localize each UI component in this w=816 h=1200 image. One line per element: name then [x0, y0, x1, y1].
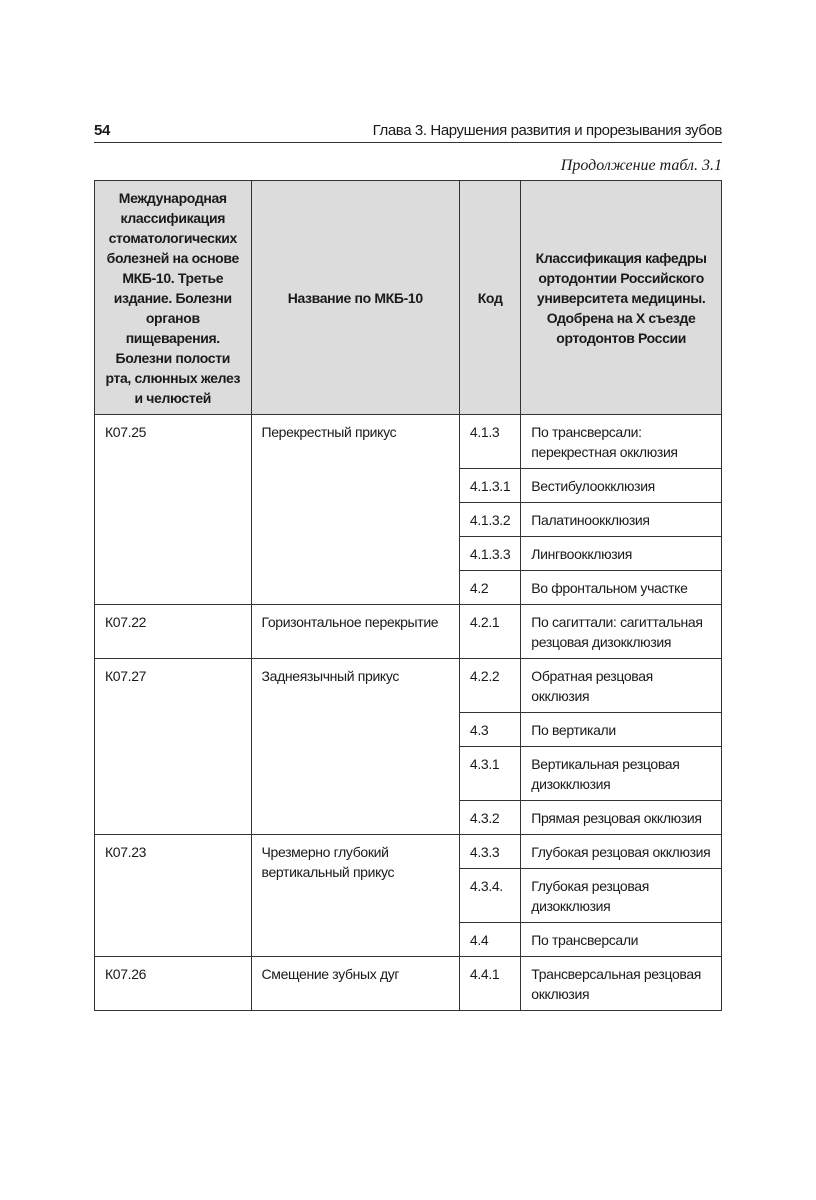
- running-title: Глава 3. Нарушения развития и прорезывания зубов: [372, 122, 722, 139]
- table-header-row: [95, 181, 722, 415]
- code-cell: 4.3.2: [459, 801, 520, 835]
- table-row: [95, 659, 722, 713]
- icd-name-cell: Чрезмерно глубокий вертикальный прикус: [251, 835, 459, 957]
- icd-code-cell: К07.22: [95, 605, 252, 659]
- icd-code-cell: К07.26: [95, 957, 252, 1011]
- classification-cell: Глубокая резцовая окклюзия: [521, 835, 722, 869]
- code-cell: 4.3.4.: [459, 869, 520, 923]
- code-cell: 4.3: [459, 713, 520, 747]
- code-cell: 4.2.2: [459, 659, 520, 713]
- column-header-icd-name: Название по МКБ-10: [251, 181, 459, 415]
- icd-name-cell: Перекрестный прикус: [251, 415, 459, 605]
- icd-code-cell: К07.25: [95, 415, 252, 605]
- code-cell: 4.3.1: [459, 747, 520, 801]
- code-cell: 4.4.1: [459, 957, 520, 1011]
- table-row: [95, 605, 722, 659]
- table-row: [95, 957, 722, 1011]
- icd-code-cell: К07.27: [95, 659, 252, 835]
- code-cell: 4.1.3: [459, 415, 520, 469]
- table-continuation-caption: Продолжение табл. 3.1: [560, 157, 722, 174]
- icd-name-cell: Смещение зубных дуг: [251, 957, 459, 1011]
- code-cell: 4.2: [459, 571, 520, 605]
- classification-cell: Трансверсальная резцовая окклюзия: [521, 957, 722, 1011]
- classification-table: [94, 180, 722, 1011]
- page-header: [94, 120, 722, 143]
- code-cell: 4.1.3.2: [459, 503, 520, 537]
- classification-cell: Вестибулоокклюзия: [521, 469, 722, 503]
- classification-cell: Вертикальная резцовая дизокклюзия: [521, 747, 722, 801]
- code-cell: 4.1.3.3: [459, 537, 520, 571]
- classification-cell: Во фронтальном участке: [521, 571, 722, 605]
- table-body: [95, 415, 722, 1011]
- classification-cell: Глубокая резцовая дизокклюзия: [521, 869, 722, 923]
- column-header-department-classification: Классификация кафедры ортодонтии Российского университета медицины. Одобрена на X съезде ортодонтов России: [521, 181, 722, 415]
- code-cell: 4.1.3.1: [459, 469, 520, 503]
- table-row: [95, 415, 722, 469]
- classification-cell: Палатиноокклюзия: [521, 503, 722, 537]
- table-row: [95, 835, 722, 869]
- classification-cell: Обратная резцовая окклюзия: [521, 659, 722, 713]
- classification-cell: По сагиттали: сагиттальная резцовая дизокклюзия: [521, 605, 722, 659]
- page-number: 54: [94, 122, 111, 139]
- classification-cell: Прямая резцовая окклюзия: [521, 801, 722, 835]
- classification-cell: По трансверсали: [521, 923, 722, 957]
- column-header-code: Код: [459, 181, 520, 415]
- code-cell: 4.3.3: [459, 835, 520, 869]
- classification-cell: По трансверсали: перекрестная окклюзия: [521, 415, 722, 469]
- classification-cell: Лингвоокклюзия: [521, 537, 722, 571]
- code-cell: 4.2.1: [459, 605, 520, 659]
- classification-cell: По вертикали: [521, 713, 722, 747]
- icd-name-cell: Заднеязычный прикус: [251, 659, 459, 835]
- column-header-icd-classification: Международная классификация стоматологических болезней на основе МКБ-10. Третье издание. Болезни органов пищеварения. Болезни полости рта, слюнных желез и челюстей: [95, 181, 252, 415]
- icd-name-cell: Горизонтальное перекрытие: [251, 605, 459, 659]
- code-cell: 4.4: [459, 923, 520, 957]
- icd-code-cell: К07.23: [95, 835, 252, 957]
